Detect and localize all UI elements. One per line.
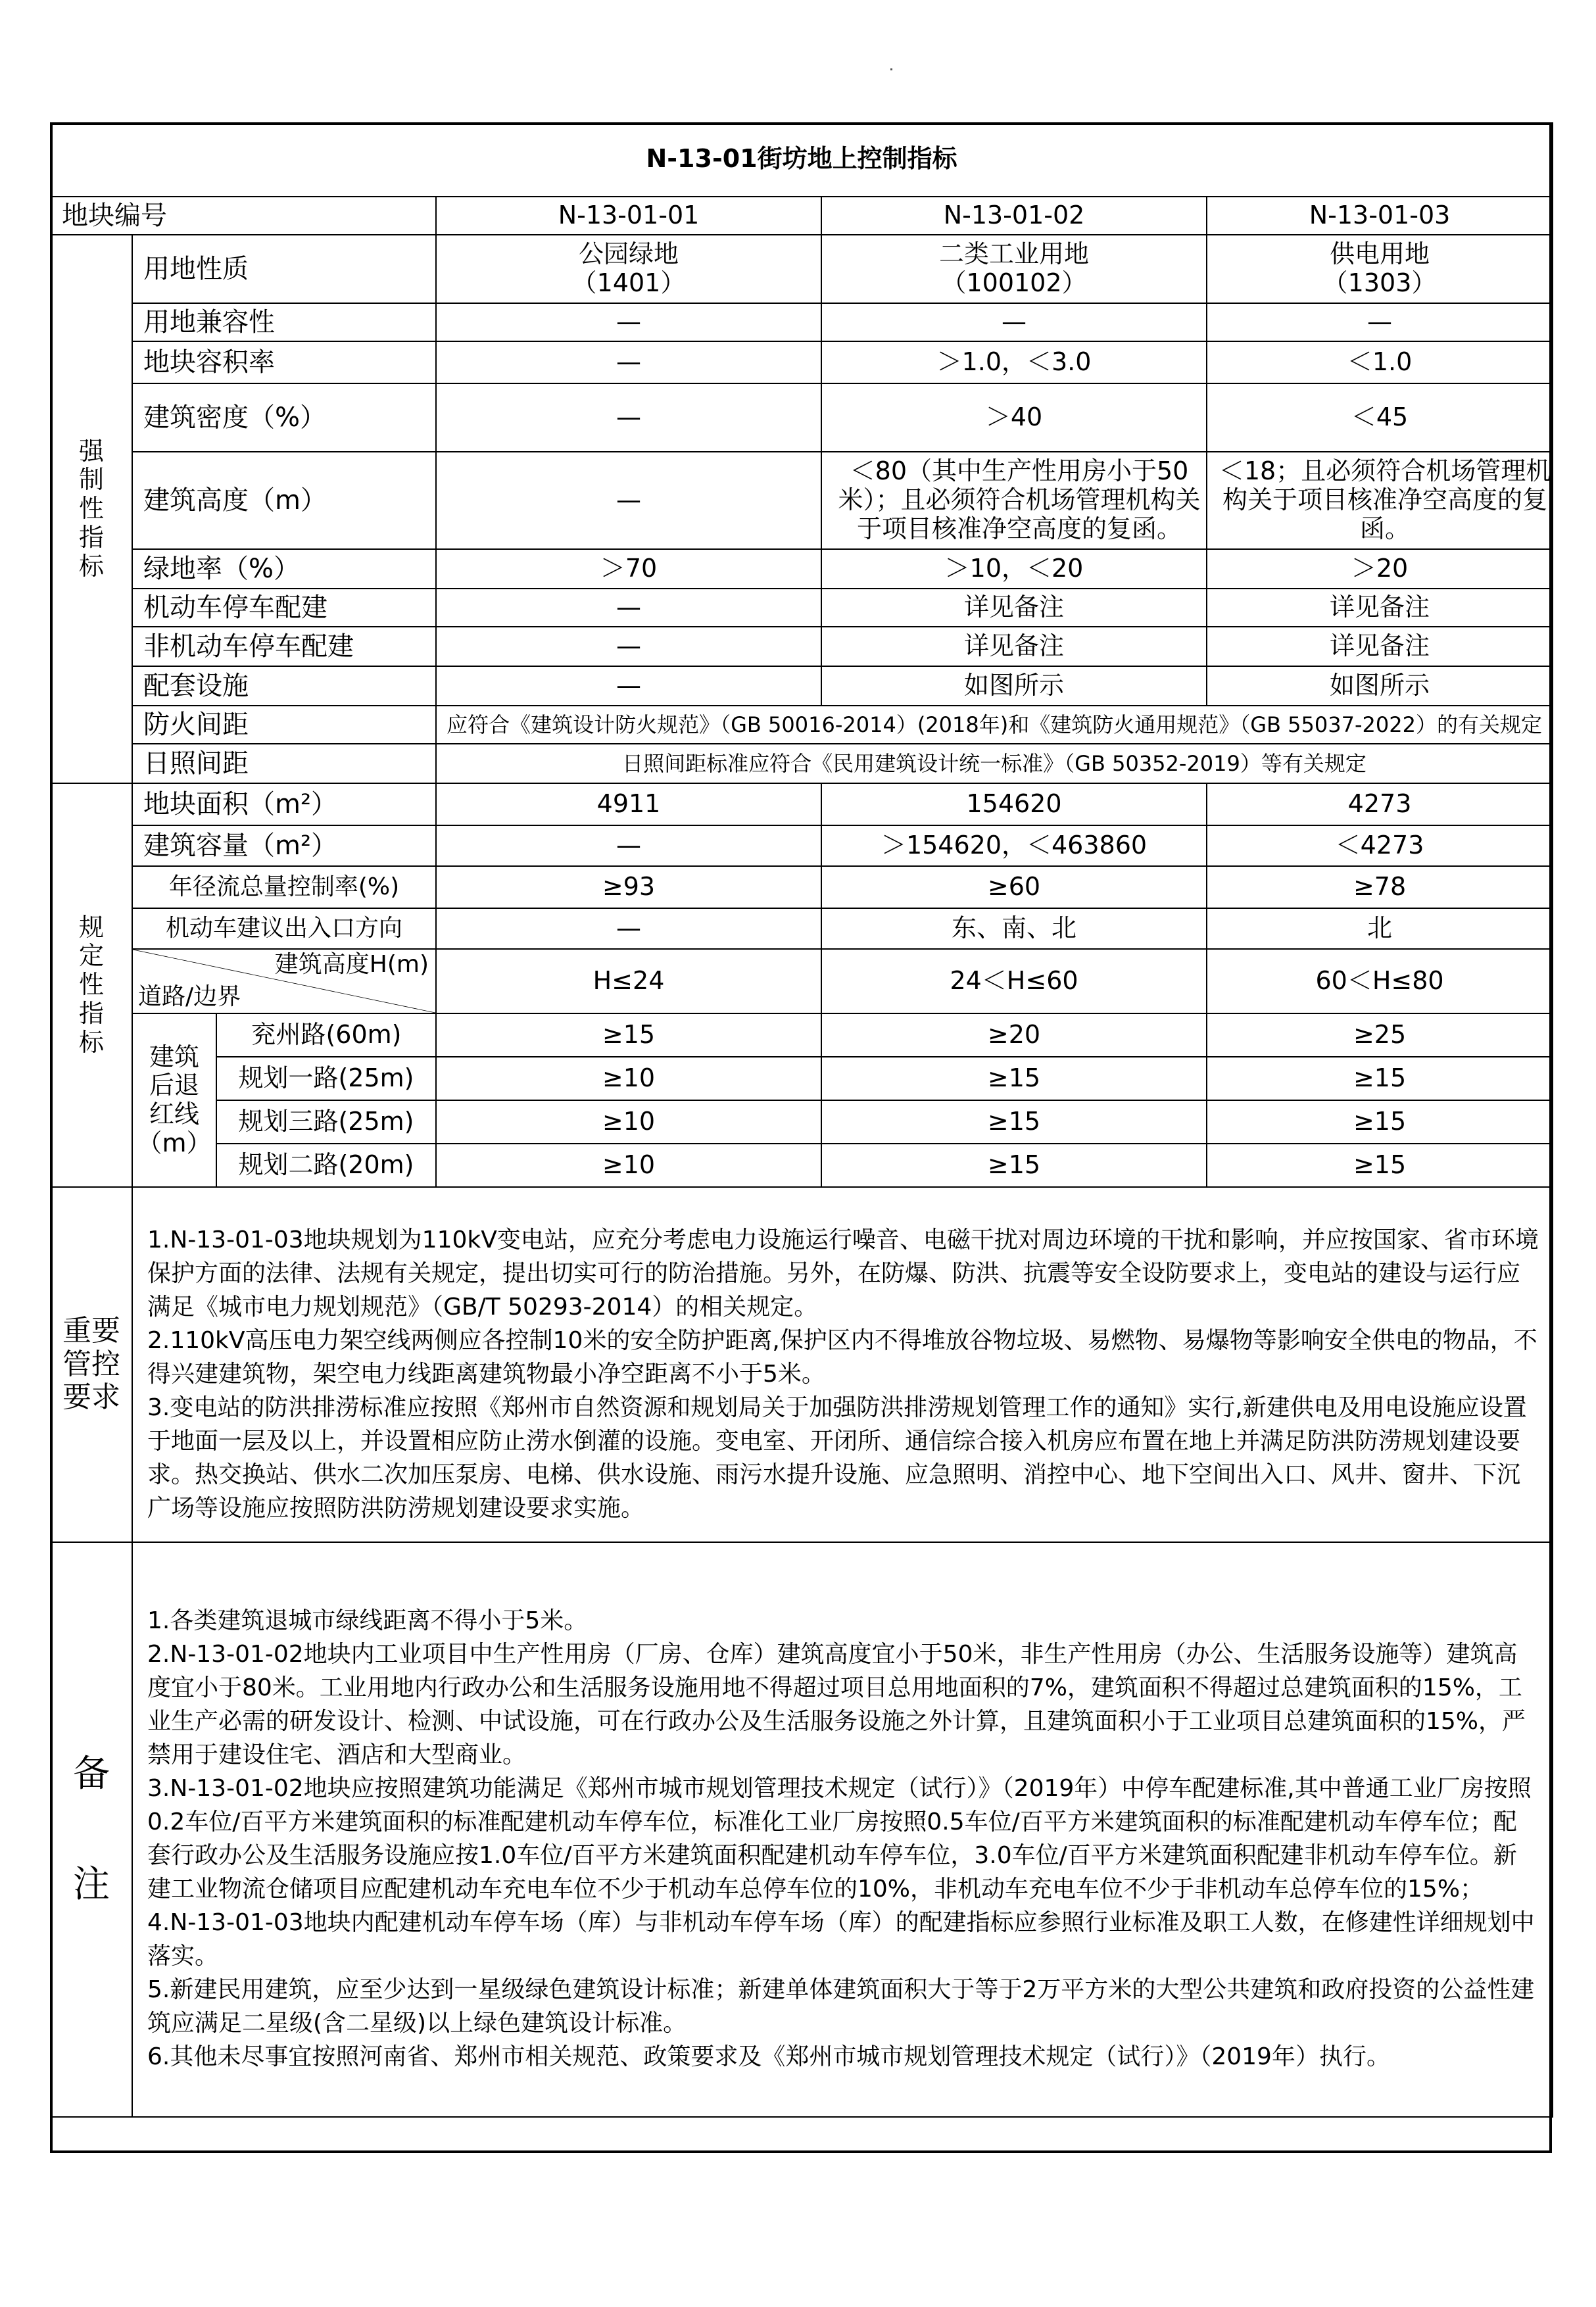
cell-value: 4911 (436, 783, 821, 825)
cell-value: — (436, 383, 821, 452)
cell-value: — (436, 341, 821, 383)
requirements-section-label: 重要 管控 要求 (51, 1187, 132, 1542)
height-header-label: 建筑高度H(m) (274, 951, 429, 978)
row-label: 建筑容量（m²） (132, 825, 436, 866)
page-title: N-13-01街坊地上控制指标 (51, 122, 1553, 197)
height-range: 60＜H≤80 (1207, 949, 1553, 1013)
cell-value: ＞70 (436, 549, 821, 589)
cell-value: 东、南、北 (821, 908, 1207, 949)
mandatory-section-label: 强 制 性 指 标 (51, 235, 132, 783)
road-header-label: 道路/边界 (138, 983, 241, 1010)
remark-item: 2.N-13-01-02地块内工业项目中生产性用房（厂房、仓库）建筑高度宜小于50米，非生产性用房（办公、生活服务设施等）建筑高度宜小于80米。工业用地内行政办公和生活服务设施用地不得超过项目总用地面积的7%，建筑面积不得超过总建筑面积的15%，工业生产必需的研发设计、检测、中试设施，可在行政办公及生活服务设施之外计算，且建筑面积小于工业项目总建筑面积的15%，严禁用于建设住宅、酒店和大型商业。 (147, 1641, 1526, 1768)
cell-value: ≥15 (1207, 1144, 1553, 1187)
cell-value: 如图所示 (1207, 666, 1553, 706)
cell-value: 二类工业用地 （100102） (821, 235, 1207, 303)
cell-value: 4273 (1207, 783, 1553, 825)
height-range: 24＜H≤60 (821, 949, 1207, 1013)
cell-value: ≥10 (436, 1144, 821, 1187)
guidance-section-label: 规 定 性 指 标 (51, 783, 132, 1187)
cell-value: 详见备注 (1207, 589, 1553, 627)
plot-id: N-13-01-01 (436, 197, 821, 235)
cell-value: ≥15 (436, 1013, 821, 1057)
cell-value: — (436, 303, 821, 341)
row-label: 非机动车停车配建 (132, 627, 436, 666)
cell-value: 公园绿地 （1401） (436, 235, 821, 303)
cell-value: ≥15 (821, 1100, 1207, 1144)
cell-value: ＜18；且必须符合机场管理机构关于项目核准净空高度的复函。 (1207, 452, 1553, 549)
cell-value: ＜45 (1207, 383, 1553, 452)
row-label: 建筑高度（m） (132, 452, 436, 549)
cell-value: ≥15 (821, 1144, 1207, 1187)
cell-value: 详见备注 (821, 589, 1207, 627)
cell-value: ≥78 (1207, 866, 1553, 908)
cell-value: — (436, 589, 821, 627)
cell-value: — (436, 452, 821, 549)
scan-dot (890, 68, 892, 70)
cell-value: — (821, 303, 1207, 341)
requirement-item: 2.110kV高压电力架空线两侧应各控制10米的安全防护距离,保护区内不得堆放谷物垃圾、易燃物、易爆物等影响安全供电的物品，不得兴建建筑物，架空电力线距离建筑物最小净空距离不小于5米。 (147, 1326, 1537, 1388)
cell-value: — (436, 825, 821, 866)
row-label: 地块容积率 (132, 341, 436, 383)
row-label: 地块面积（m²） (132, 783, 436, 825)
row-label: 用地性质 (132, 235, 436, 303)
cell-value: ≥60 (821, 866, 1207, 908)
road-name: 兖州路(60m) (216, 1013, 436, 1057)
cell-value: — (1207, 303, 1553, 341)
cell-value: ＞154620，＜463860 (821, 825, 1207, 866)
cell-value: ＜80（其中生产性用房小于50米）；且必须符合机场管理机构关于项目核准净空高度的复函。 (821, 452, 1207, 549)
cell-value: ≥15 (1207, 1057, 1553, 1100)
requirement-item: 1.N-13-01-03地块规划为110kV变电站，应充分考虑电力设施运行噪音、电磁干扰对周边环境的干扰和影响，并应按国家、省市环境保护方面的法律、法规有关规定，提出切实可行的防治措施。另外，在防爆、防洪、抗震等安全设防要求上，变电站的建设与运行应满足《城市电力规划规范》（GB/T 50293-2014）的相关规定。 (147, 1226, 1539, 1321)
row-label: 绿地率（%） (132, 549, 436, 589)
height-range: H≤24 (436, 949, 821, 1013)
row-label: 防火间距 (132, 706, 436, 744)
fire-distance-value: 应符合《建筑设计防火规范》（GB 50016-2014）(2018年)和《建筑防火通用规范》（GB 55037-2022）的有关规定 (436, 706, 1553, 744)
remark-item: 3.N-13-01-02地块应按照建筑功能满足《郑州市城市规划管理技术规定（试行）》（2019年）中停车配建标准,其中普通工业厂房按照0.2车位/百平方米建筑面积的标准配建机动车停车位，标准化工业厂房按照0.5车位/百平方米建筑面积的标准配建机动车停车位；配套行政办公及生活服务设施应按1.0车位/百平方米建筑面积配建机动车停车位，3.0车位/百平方米建筑面积配建非机动车停车位。新建工业物流仓储项目应配建机动车充电车位不少于机动车总停车位的10%，非机动车充电车位不少于非机动车总停车位的15%； (147, 1775, 1532, 1903)
cell-value: — (436, 908, 821, 949)
road-name: 规划一路(25m) (216, 1057, 436, 1100)
cell-value: ＞20 (1207, 549, 1553, 589)
row-label: 配套设施 (132, 666, 436, 706)
remark-item: 6.其他未尽事宜按照河南省、郑州市相关规范、政策要求及《郑州市城市规划管理技术规定（试行）》（2019年）执行。 (147, 2043, 1390, 2070)
row-label: 年径流总量控制率(%) (132, 866, 436, 908)
remark-item: 1.各类建筑退城市绿线距离不得小于5米。 (147, 1607, 588, 1634)
cell-value: — (436, 666, 821, 706)
plot-id-label: 地块编号 (51, 197, 436, 235)
cell-value: 如图所示 (821, 666, 1207, 706)
cell-value: 154620 (821, 783, 1207, 825)
sunlight-distance-value: 日照间距标准应符合《民用建筑设计统一标准》（GB 50352-2019）等有关规定 (436, 744, 1553, 783)
requirement-item: 3.变电站的防洪排涝标准应按照《郑州市自然资源和规划局关于加强防洪排涝规划管理工作的通知》实行,新建供电及用电设施应设置于地面一层及以上，并设置相应防止涝水倒灌的设施。变电室、开闭所、通信综合接入机房应布置在地上并满足防洪防涝规划建设要求。热交换站、供水二次加压泵房、电梯、供水设施、雨污水提升设施、应急照明、消控中心、地下空间出入口、风井、窗井、下沉广场等设施应按照防洪防涝规划建设要求实施。 (147, 1394, 1527, 1522)
cell-value: ≥15 (821, 1057, 1207, 1100)
row-label: 机动车建议出入口方向 (132, 908, 436, 949)
cell-value: ＜4273 (1207, 825, 1553, 866)
remark-item: 4.N-13-01-03地块内配建机动车停车场（库）与非机动车停车场（库）的配建指标应参照行业标准及职工人数，在修建性详细规划中落实。 (147, 1909, 1535, 1970)
plot-id: N-13-01-02 (821, 197, 1207, 235)
road-name: 规划二路(20m) (216, 1144, 436, 1187)
setback-label: 建筑 后退 红线 （m） (132, 1013, 216, 1187)
row-label: 日照间距 (132, 744, 436, 783)
cell-value: ≥10 (436, 1057, 821, 1100)
cell-value: 北 (1207, 908, 1553, 949)
cell-value: ≥15 (1207, 1100, 1553, 1144)
cell-value: 详见备注 (1207, 627, 1553, 666)
remarks-section-label: 备 注 (51, 1542, 132, 2117)
row-label: 建筑密度（%） (132, 383, 436, 452)
cell-value: 供电用地 （1303） (1207, 235, 1553, 303)
cell-value: — (436, 627, 821, 666)
remark-item: 5.新建民用建筑，应至少达到一星级绿色建筑设计标准；新建单体建筑面积大于等于2万平方米的大型公共建筑和政府投资的公益性建筑应满足二星级(含二星级)以上绿色建筑设计标准。 (147, 1976, 1535, 2037)
plot-id: N-13-01-03 (1207, 197, 1553, 235)
cell-value: ≥10 (436, 1100, 821, 1144)
cell-value: ＜1.0 (1207, 341, 1553, 383)
outer-frame (50, 122, 1552, 2153)
cell-value: ＞1.0，＜3.0 (821, 341, 1207, 383)
cell-value: ≥25 (1207, 1013, 1553, 1057)
cell-value: ≥20 (821, 1013, 1207, 1057)
cell-value: ＞10，＜20 (821, 549, 1207, 589)
cell-value: ＞40 (821, 383, 1207, 452)
road-name: 规划三路(25m) (216, 1100, 436, 1144)
cell-value: ≥93 (436, 866, 821, 908)
row-label: 机动车停车配建 (132, 589, 436, 627)
row-label: 用地兼容性 (132, 303, 436, 341)
cell-value: 详见备注 (821, 627, 1207, 666)
